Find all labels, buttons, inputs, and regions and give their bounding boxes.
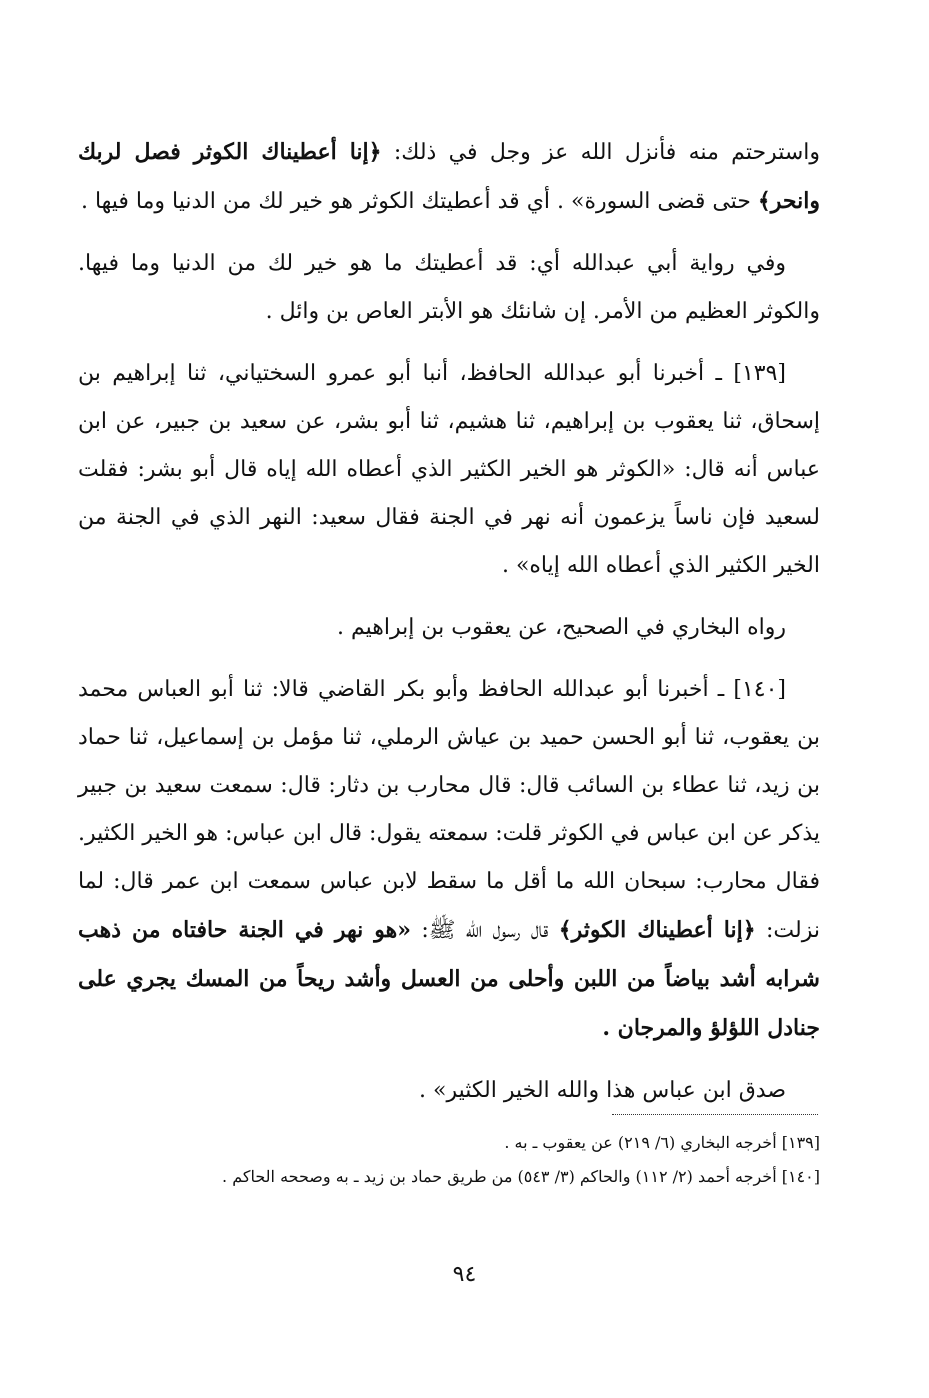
- hadith-140: [78, 666, 820, 1053]
- paragraph-2: وفي رواية أبي عبدالله أي: قد أعطيتك ما هو خير لك من الدنيا وما فيها. والكوثر العظيم من الأمر. إن شانئك هو الأبتر العاص بن وائل .: [78, 251, 820, 324]
- footnotes: [78, 1126, 820, 1194]
- hadith-140-prophet-said: قال رسول الله ﷺ:: [411, 918, 559, 943]
- paragraph-closing: صدق ابن عباس هذا والله الخير الكثير» .: [419, 1078, 786, 1103]
- hadith-139: [١٣٩] ـ أخبرنا أبو عبدالله الحافظ، أنبا أبو عمرو السختياني، ثنا إبراهيم بن إسحاق، ثنا يعقوب بن إبراهيم، ثنا هشيم، ثنا أبو بشر، عن سعيد بن جبير، عن ابن عباس أنه قال: «الكوثر هو الخير الكثير الذي أعطاه الله إياه قال أبو بشر: فقلت لسعيد فإن ناساً يزعمون أنه نهر في الجنة فقال سعيد: النهر الذي في الجنة من الخير الكثير الذي أعطاه الله إياه» .: [78, 361, 820, 578]
- paragraph-1-rest: حتى قضى السورة» . أي قد أعطيتك الكوثر هو خير لك من الدنيا وما فيها .: [80, 189, 758, 214]
- hadith-140-chain: [١٤٠] ـ أخبرنا أبو عبدالله الحافظ وأبو بكر القاضي قالا: ثنا أبو العباس محمد بن يعقوب، ثنا أبو الحسن حميد بن عياش الرملي، ثنا مؤمل بن إسماعيل، ثنا حماد بن زيد، ثنا عطاء بن السائب قال: قال محارب بن دثار: قال: سمعت سعيد بن جبير يذكر عن ابن عباس في الكوثر قلت: سمعته يقول: قال ابن عباس: هو الخير الكثير. فقال محارب: سبحان الله ما أقل ما سقط لابن عباس سمعت ابن عمر قال: لما نزلت:: [78, 677, 820, 943]
- main-text: [78, 128, 820, 1115]
- paragraph-1-intro: واسترحتم منه فأنزل الله عز وجل في ذلك:: [381, 140, 820, 165]
- footnote-139: [١٣٩] أخرجه البخاري (٦/ ٢١٩) عن يعقوب ـ به .: [504, 1133, 820, 1152]
- quran-verse-kawthar: ﴿إنا أعطيناك الكوثر﴾: [558, 917, 756, 943]
- paragraph-bukhari-note: رواه البخاري في الصحيح، عن يعقوب بن إبراهيم .: [337, 615, 786, 640]
- page-number: ٩٤: [452, 1262, 477, 1287]
- quran-verse-kawthar-full: ﴿إنا أعطيناك الكوثر فصل لربك وانحر﴾: [78, 139, 820, 214]
- hadith-140-matn: «هو نهر في الجنة حافتاه من ذهب شرابه أشد بياضاً من اللبن وأحلى من العسل وأشد ريحاً من المسك يجري على جنادل اللؤلؤ والمرجان .: [78, 917, 820, 1041]
- footnote-140: [١٤٠] أخرجه أحمد (٢/ ١١٢) والحاكم (٣/ ٥٤٣) من طريق حماد بن زيد ـ به وصححه الحاكم .: [222, 1167, 820, 1186]
- footnote-divider: [612, 1114, 818, 1115]
- paragraph-1: [78, 128, 820, 226]
